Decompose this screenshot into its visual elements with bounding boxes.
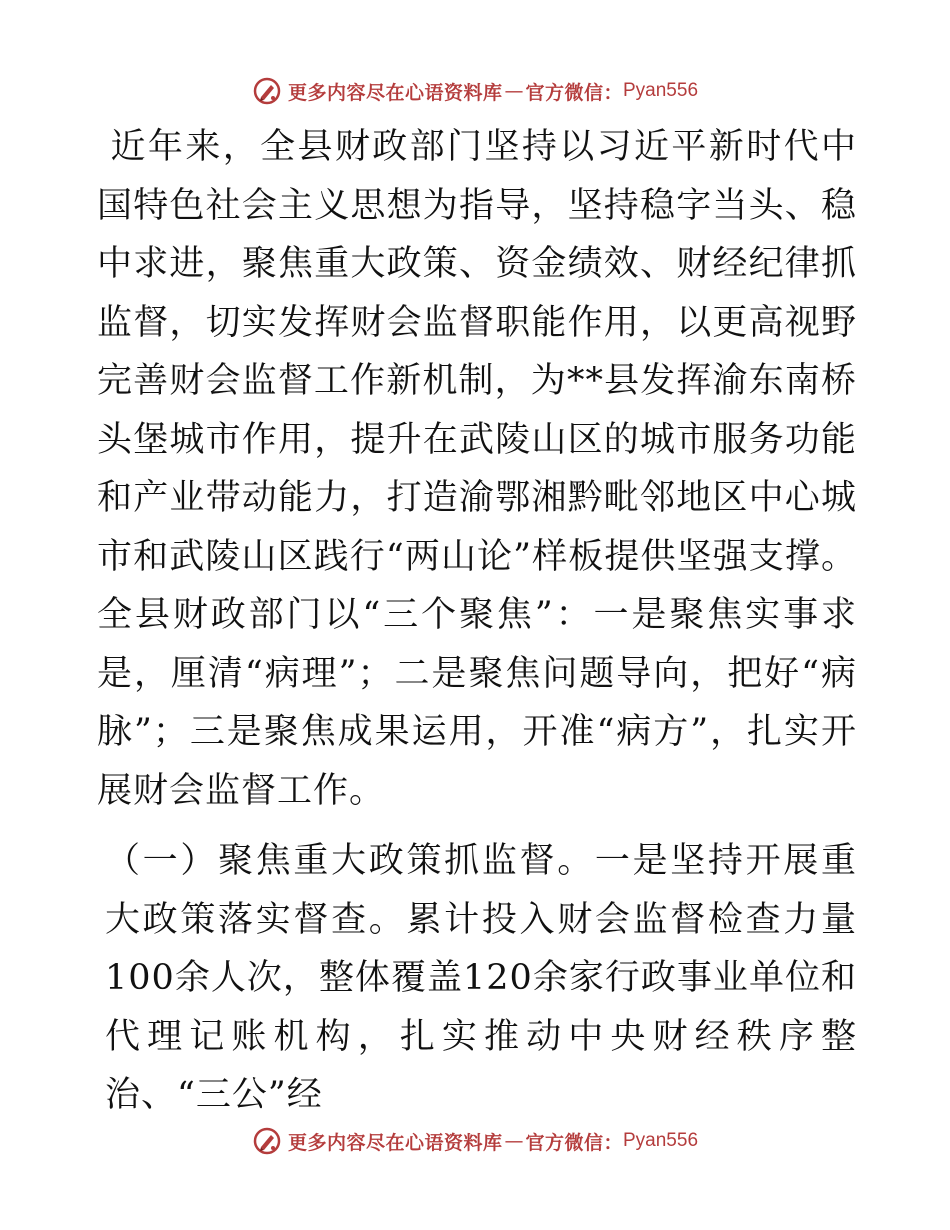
watermark-wechat-label: 官方微信： bbox=[525, 1131, 623, 1154]
pen-logo-icon bbox=[252, 1126, 282, 1156]
watermark-separator: — bbox=[504, 1130, 524, 1152]
watermark-separator: — bbox=[504, 80, 524, 102]
watermark-text: 更多内容尽在心语资料库 bbox=[287, 1131, 503, 1154]
pen-logo-icon bbox=[252, 76, 282, 106]
document-body bbox=[97, 118, 857, 1125]
watermark-wechat-label: 官方微信： bbox=[525, 81, 623, 104]
header-watermark bbox=[0, 74, 950, 108]
paragraph-section-1: （一）聚焦重大政策抓监督。一是坚持开展重大政策落实督查。累计投入财会监督检查力量100余人次，整体覆盖120余家行政事业单位和代理记账机构，扎实推动中央财经秩序整治、“三公”经 bbox=[105, 841, 857, 1115]
watermark-wechat-id: Pyan556 bbox=[623, 80, 699, 101]
watermark-wechat-id: Pyan556 bbox=[623, 1130, 699, 1151]
paragraph-intro: 近年来，全县财政部门坚持以习近平新时代中国特色社会主义思想为指导，坚持稳字当头、稳中求进，聚焦重大政策、资金绩效、财经纪律抓监督，切实发挥财会监督职能作用，以更高视野完善财会监督工作新机制，为**县发挥渝东南桥头堡城市作用，提升在武陵山区的城市服务功能和产业带动能力，打造渝鄂湘黔毗邻地区中心城市和武陵山区践行“两山论”样板提供坚强支撑。全县财政部门以“三个聚焦”：一是聚焦实事求是，厘清“病理”；二是聚焦问题导向，把好“病脉”；三是聚焦成果运用，开准“病方”，扎实开展财会监督工作。 bbox=[97, 127, 857, 811]
watermark-text: 更多内容尽在心语资料库 bbox=[287, 81, 503, 104]
footer-watermark bbox=[0, 1124, 950, 1158]
